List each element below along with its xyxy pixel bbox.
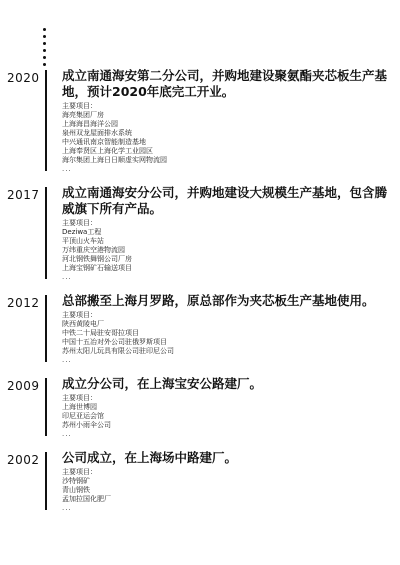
timeline-dot	[43, 35, 46, 38]
project-item: 沙特钢矿	[62, 477, 90, 485]
project-item: 陕西黄陵电厂	[62, 320, 104, 328]
entry-headline: 成立南通海安第二分公司，并购地建设聚氨酯夹芯板生产基地，预计2020年底完工开业。	[62, 68, 388, 99]
timeline-dot	[43, 28, 46, 31]
entry-year: 2009	[7, 379, 40, 393]
project-item: 海亮集团厂房	[62, 111, 104, 119]
timeline-dots	[43, 28, 47, 70]
timeline-entry-2009	[0, 376, 400, 438]
entry-headline: 总部搬至上海月罗路，原总部作为夹芯板生产基地使用。	[62, 293, 375, 308]
project-item: 中铁二十局驻安哥拉项目	[62, 329, 139, 337]
project-item: 上海宝钢矿石输送项目	[62, 264, 132, 272]
more-ellipsis: ...	[62, 356, 72, 364]
project-item: 苏州小雨伞公司	[62, 421, 111, 429]
project-item: 上海奉贤区上海化学工业园区	[62, 147, 153, 155]
timeline-dot	[43, 42, 46, 45]
timeline-dot	[43, 56, 46, 59]
entry-headline: 公司成立，在上海场中路建厂。	[62, 450, 238, 465]
entry-year: 2002	[7, 453, 40, 467]
timeline-entry-2002	[0, 450, 400, 512]
more-ellipsis: ...	[62, 504, 72, 512]
entry-year: 2020	[7, 71, 40, 85]
more-ellipsis: ...	[62, 165, 72, 173]
timeline-bar	[45, 378, 47, 436]
timeline-bar	[45, 295, 47, 362]
more-ellipsis: ...	[62, 273, 72, 281]
entry-headline: 成立分公司，在上海宝安公路建厂。	[62, 376, 263, 391]
project-item: 青山钢铁	[62, 486, 90, 494]
more-ellipsis: ...	[62, 430, 72, 438]
projects-label: 主要项目：	[62, 394, 97, 402]
timeline-entry-2012	[0, 293, 400, 364]
timeline-entry-2017	[0, 185, 400, 281]
project-item: 苏州太阳儿玩具有限公司驻印尼公司	[62, 347, 174, 355]
project-item: 万纬重庆空港物流园	[62, 246, 125, 254]
timeline-bar	[45, 452, 47, 510]
project-item: 河北钢铁舞钢公司厂房	[62, 255, 132, 263]
project-item: 上海海昌海洋公园	[62, 120, 118, 128]
projects-label: 主要项目：	[62, 219, 97, 227]
company-timeline	[0, 68, 400, 524]
timeline-bar	[45, 70, 47, 171]
entry-year: 2012	[7, 296, 40, 310]
project-item: 平顶山火车站	[62, 237, 104, 245]
timeline-entry-2020	[0, 68, 400, 173]
project-item: 印尼亚运会馆	[62, 412, 104, 420]
entry-headline: 成立南通海安分公司，并购地建设大规模生产基地，包含腾威旗下所有产品。	[62, 185, 388, 216]
projects-label: 主要项目：	[62, 468, 97, 476]
project-item: 泉州双龙屋面排水系统	[62, 129, 132, 137]
project-item: 中兴通讯南京智能制造基地	[62, 138, 146, 146]
project-item: 中国十五冶对外公司驻俄罗斯项目	[62, 338, 167, 346]
project-item: Deziwa工程	[62, 228, 102, 236]
projects-label: 主要项目：	[62, 311, 97, 319]
timeline-dot	[43, 63, 46, 66]
entry-year: 2017	[7, 188, 40, 202]
timeline-dot	[43, 49, 46, 52]
project-item: 海尔集团上海日日顺虚实网物流园	[62, 156, 167, 164]
projects-label: 主要项目：	[62, 102, 97, 110]
timeline-bar	[45, 187, 47, 279]
project-item: 孟加拉国化肥厂	[62, 495, 111, 503]
project-item: 上海世博园	[62, 403, 97, 411]
